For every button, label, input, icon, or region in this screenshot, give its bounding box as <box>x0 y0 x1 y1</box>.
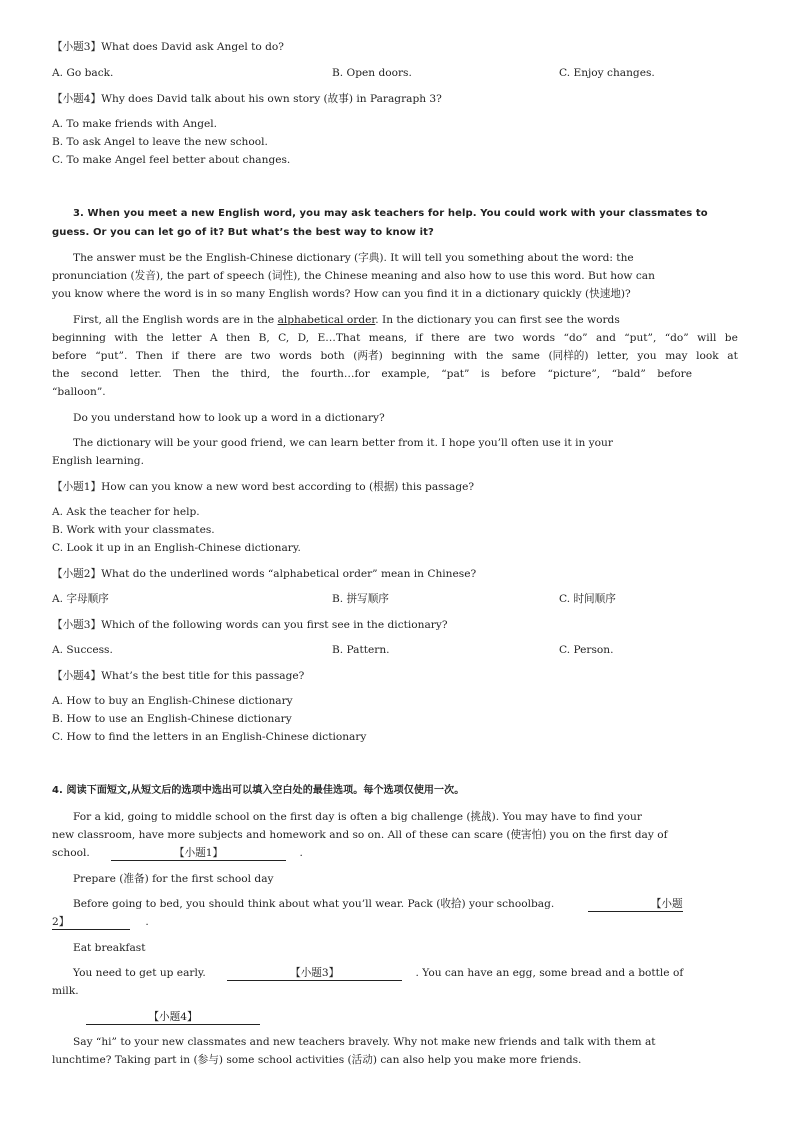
option-a[interactable]: A. Ask the teacher for help. <box>52 506 200 518</box>
option-c[interactable]: C. 时间顺序 <box>559 593 616 605</box>
paragraph-line: 2】 . <box>52 916 149 928</box>
paragraph-line: For a kid, going to middle school on the first day is often a big challenge (挑战). You may have to find your <box>73 811 642 823</box>
question-3-options <box>52 66 752 80</box>
question-3: 【小题3】What does David ask Angel to do? <box>52 41 284 53</box>
paragraph-line: “balloon”. <box>52 386 106 398</box>
blank-2-cont[interactable]: 2】 <box>52 916 130 930</box>
paragraph-line: you know where the word is in so many English words? How can you find it in a dictionary quickly (快速地)? <box>52 288 631 300</box>
option-b[interactable]: B. Pattern. <box>332 644 390 656</box>
subheading: Eat breakfast <box>73 942 146 954</box>
paragraph-line: Say “hi” to your new classmates and new teachers bravely. Why not make new friends and talk with them at <box>73 1036 656 1048</box>
paragraph-line: school. 【小题1】 . <box>52 847 303 859</box>
paragraph-line: First, all the English words are in the alphabetical order. In the dictionary you can first see the words <box>73 314 620 326</box>
paragraph-line: beginning with the letter A then B, C, D, E…That means, if there are two words “do” and “put”, “do” will be <box>52 332 738 344</box>
option-a[interactable]: A. Success. <box>52 644 113 656</box>
paragraph-line: The answer must be the English-Chinese dictionary (字典). It will tell you something about the word: the <box>73 252 634 264</box>
option-a[interactable]: A. How to buy an English-Chinese dictionary <box>52 695 293 707</box>
option-b[interactable]: B. How to use an English-Chinese dictionary <box>52 713 292 725</box>
paragraph-line: before “put”. Then if there are two words both (两者) beginning with the same (同样的) letter, you may look at <box>52 350 738 362</box>
paragraph-line: new classroom, have more subjects and homework and so on. All of these can scare (使害怕) you on the first day of <box>52 829 668 841</box>
paragraph-line: pronunciation (发音), the part of speech (词性), the Chinese meaning and also how to use this word. But how can <box>52 270 655 282</box>
underlined-words: alphabetical order <box>277 314 376 326</box>
option-a[interactable]: A. 字母顺序 <box>52 593 109 605</box>
paragraph-line: The dictionary will be your good friend, we can learn better from it. I hope you’ll often use it in your <box>73 437 613 449</box>
option-b[interactable]: B. To ask Angel to leave the new school. <box>52 136 268 148</box>
blank-3[interactable]: 【小题3】 <box>227 967 402 981</box>
option-c[interactable]: C. To make Angel feel better about changes. <box>52 154 291 166</box>
subheading: Prepare (准备) for the first school day <box>73 873 274 885</box>
option-a[interactable]: A. To make friends with Angel. <box>52 118 218 130</box>
option-b[interactable]: B. Work with your classmates. <box>52 524 215 536</box>
question-2: 【小题2】What do the underlined words “alphabetical order” mean in Chinese? <box>52 568 477 580</box>
question-3-options <box>52 643 752 657</box>
question-4: 【小题4】What’s the best title for this passage? <box>52 670 305 682</box>
option-c[interactable]: C. Enjoy changes. <box>559 67 655 79</box>
paragraph-line: lunchtime? Taking part in (参与) some school activities (活动) can also help you make more friends. <box>52 1054 582 1066</box>
blank-2[interactable]: 【小题 <box>588 898 683 912</box>
paragraph-line: the second letter. Then the third, the fourth…for example, “pat” is before “picture”, “bald” before <box>52 368 692 380</box>
paragraph-line: milk. <box>52 985 79 997</box>
question-3: 【小题3】Which of the following words can you first see in the dictionary? <box>52 619 448 631</box>
paragraph-line: Do you understand how to look up a word in a dictionary? <box>73 412 385 424</box>
question-4: 【小题4】Why does David talk about his own story (故事) in Paragraph 3? <box>52 93 442 105</box>
question-2-options <box>52 592 752 606</box>
option-c[interactable]: C. How to find the letters in an English-Chinese dictionary <box>52 731 367 743</box>
option-c[interactable]: C. Look it up in an English-Chinese dictionary. <box>52 542 301 554</box>
option-c[interactable]: C. Person. <box>559 644 614 656</box>
paragraph-line: You need to get up early. 【小题3】 . You can have an egg, some bread and a bottle of <box>73 967 684 979</box>
option-a[interactable]: A. Go back. <box>52 67 114 79</box>
paragraph-line: Before going to bed, you should think about what you’ll wear. Pack (收拾) your schoolbag. 【小题 <box>73 898 683 910</box>
question-1: 【小题1】How can you know a new word best according to (根据) this passage? <box>52 481 475 493</box>
blank-4-line <box>86 1010 260 1025</box>
passage-3-heading-cont: guess. Or you can let go of it? But what’s the best way to know it? <box>52 227 434 238</box>
option-b[interactable]: B. 拼写顺序 <box>332 593 389 605</box>
passage-3-heading: 3. When you meet a new English word, you may ask teachers for help. You could work with your classmates to <box>73 208 708 219</box>
blank-1[interactable]: 【小题1】 <box>111 847 286 861</box>
paragraph-line: English learning. <box>52 455 144 467</box>
option-b[interactable]: B. Open doors. <box>332 67 412 79</box>
passage-4-heading: 4. 阅读下面短文,从短文后的选项中选出可以填入空白处的最佳选项。每个选项仅使用一次。 <box>52 785 465 796</box>
blank-4[interactable]: 【小题4】 <box>86 1011 260 1025</box>
